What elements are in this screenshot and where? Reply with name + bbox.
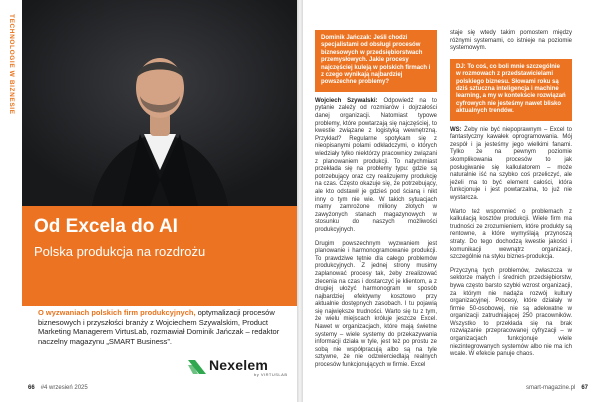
issue-label: #4 wrzesień 2025 bbox=[40, 385, 88, 391]
page-number-left: 66 bbox=[28, 385, 35, 391]
answer-paragraph: Przyczyną tych problemów, zwłaszcza w sektorze małych i średnich przedsiębiorstw, bywa często barsto szybki wzrost organizacji, za którym nie nadąża rozwój kultury organizacyjnej. Procesy, które działały w firmie 50-osobowej, nie są adekwatne w organizacji zatrudniającej 250 pracowników. Wszystko to przekłada się na brak rozwiązanie przepracowanej cyfryzacji – w organizacjach funkcjonuje wiele niezintegrowanych systemów albo nie ma ich wcale. W efekcie panuje chaos. bbox=[450, 267, 572, 358]
text-column-1 bbox=[315, 30, 437, 376]
portrait-photo bbox=[22, 0, 297, 206]
question-box-2: DJ: To coś, co boli mnie szczególnie w rozmowach z przedstawicielami polskiego biznesu. Słowami roku są dziś sztuczna inteligencja i machine learning, a my w kontekście rozwiązań cyfrowych nie jesteśmy nawet blisko aktualnych trendów. bbox=[450, 59, 572, 121]
portrait-illustration bbox=[22, 0, 297, 206]
nexelem-logo bbox=[188, 357, 288, 377]
logo-name: Nexelem bbox=[209, 357, 268, 373]
speaker-initials: WS: bbox=[450, 126, 462, 133]
continued-paragraph: staje się wtedy takim pomostem między różnymi systemami, co istnieje na poziomie systemowym. bbox=[450, 30, 572, 52]
answer-paragraph: Warto też wspomnieć o problemach z kalkulacją kosztów produkcji. Wiele firm ma trudności ze zrozumieniem, które produkty są rentowne, a które wymyślają przynoszą straty. Do tego dochodzą kwestie jakości i komunikacji wewnątrz organizacji, szczególnie na styku biznes-produkcja. bbox=[450, 208, 572, 261]
site-url: smart-magazine.pl bbox=[525, 385, 576, 391]
answer-paragraph bbox=[315, 98, 437, 235]
answer-text: Żeby nie być niepoprawnym – Excel to fantastyczny kawałek oprogramowania. Mój zespół i ja jesteśmy jego wielkimi fanami. Tylko że na pewnym poziomie skomplikowania procesów to jak posługiwanie się kalkulatorem – może naturalnie iść na szybko coś przeliczyć, ale jeżeli ma to być element całości, która funkcjonuje i jest powtarzalna, to już nie wystarcza. bbox=[450, 126, 572, 201]
left-page bbox=[0, 0, 297, 402]
answer-text: Odpowiedź na to pytanie zależy od rozmiarów i dojrzałości danej organizacji. Natomiast typowe problemy, które powtarzają się najczęściej, to kwestie związane z logistyką wewnętrzną. Przykład? Regularne spotykam się z nieopisanymi polami odkładczymi, o których wiedziały tylko niektórzy pracownicy związani z planowaniem produkcji. To natychmiast przekłada się na problemy typu: gdzie są potrzebujący oraz czy realizujemy produkcję na czas. Często okazuje się, że potrzebujący, ale kto odstawił je gdzieś pod ścianą i nikt inny o tym nie wie. W takich sytuacjach mamy zamrożone miliony złotych w zawyżonych stanach magazynowych w stosunku do naszych możliwości produkcyjnych. bbox=[315, 97, 437, 233]
speaker-name: Wojciech Szywalski: bbox=[315, 97, 378, 104]
article-lead bbox=[38, 308, 283, 346]
footer-left bbox=[28, 385, 88, 391]
footer-right bbox=[526, 385, 588, 391]
lead-text: optymalizacji procesów biznesowych i przyszłości branży z Wojciechem Szywalskim, Product Marketing Managerem VirtusLab, rozmawiał Dominik Jańczak – redaktor naczelny magazynu „SMART Business”. bbox=[38, 308, 280, 346]
right-page bbox=[303, 0, 600, 402]
page-number-right: 67 bbox=[581, 385, 588, 391]
article-title: Od Excela do AI bbox=[34, 216, 178, 237]
answer-paragraph: Drugim powszechnym wyzwaniem jest planowanie i harmonogramowanie produkcji. To prawdziwe tętnie dla całego problemów produkcyjnych. Z jednej strony musimy zaplanować procesy tak, żeby zrealizować zlecenia na czas i dostarczyć je klientom, a z drugiej ułożyć harmonogram w sposób najbardziej efektywny kosztowo przy aktualnie dostępnych zasobach. I tu pojawią się największe trudności. Warto się tu z tym, że wielu miejscach króluje jeszcze Excel. Nawet w organizacjach, które mają świetne systemy – wiele systemy do przekazywania informacji działa w tyle, jest też po prostu ze sobą nie współpracują albo są na tyle sztywne, że nie odzwierciedlają realnych procesów funkcjonujących w firmie. Excel bbox=[315, 240, 437, 369]
lead-highlight: O wyzwaniach polskich firm produkcyjnych, bbox=[38, 308, 196, 317]
section-sidebar bbox=[0, 0, 22, 402]
question-box-1: Dominik Jańczak: Jeśli chodzi specjalistami od obsługi procesów biznesowych w przedsiębiorstwach przemysłowych. Jakie procesy najczęściej kuleją w polskich firmach i z czego wynikają najbardziej powszechne problemy? bbox=[315, 30, 437, 92]
text-column-2 bbox=[450, 30, 572, 365]
nexelem-logo-mark bbox=[188, 360, 206, 374]
article-subtitle: Polska produkcja na rozdrożu bbox=[34, 244, 206, 259]
title-block bbox=[22, 206, 297, 306]
logo-subtitle: by VIRTUSLAB bbox=[254, 372, 288, 377]
answer-paragraph bbox=[450, 127, 572, 203]
section-label: TECHNOLOGIE W BIZNESIE bbox=[8, 14, 15, 115]
